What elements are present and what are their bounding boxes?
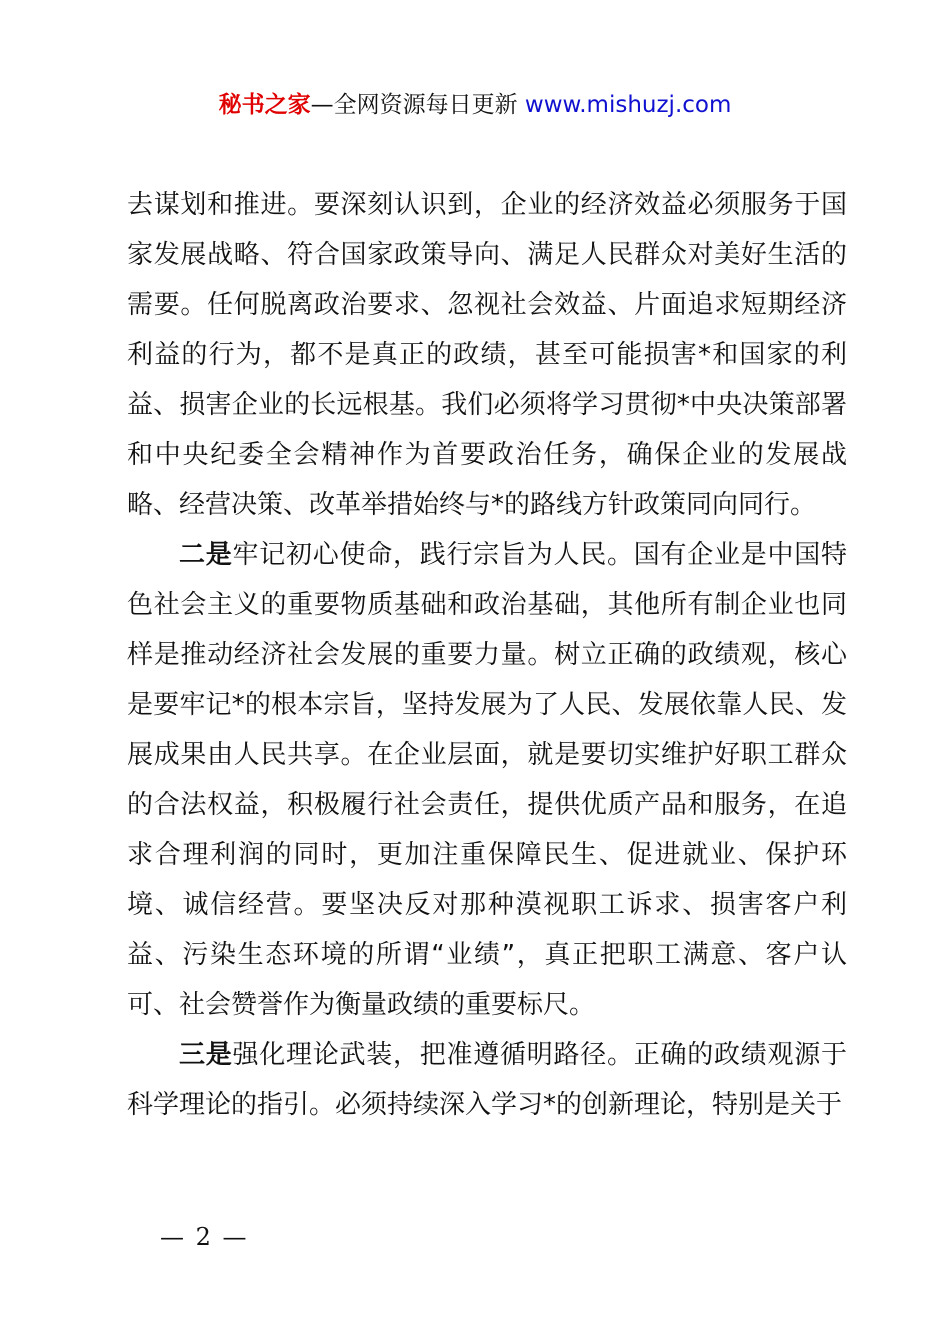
document-body [127,180,847,1130]
site-header [0,88,950,122]
page-number: — 2 — [160,1223,249,1251]
paragraph-second-point [127,530,847,1030]
paragraph-third-point [127,1030,847,1130]
brand-name: 秘书之家 [218,92,311,118]
paragraph-text: 牢记初心使命，践行宗旨为人民。国有企业是中国特色社会主义的重要物质基础和政治基础，其他所有制企业也同样是推动经济社会发展的重要力量。树立正确的政绩观，核心是要牢记*的根本宗旨，坚持发展为了人民、发展依靠人民、发展成果由人民共享。在企业层面，就是要切实维护好职工群众的合法权益，积极履行社会责任，提供优质产品和服务，在追求合理利润的同时，更加注重保障民生、促进就业、保护环境、诚信经营。要坚决反对那种漠视职工诉求、损害客户利益、污染生态环境的所谓“业绩”，真正把职工满意、客户认可、社会赞誉作为衡量政绩的重要标尺。 [127,540,847,1020]
site-url-link[interactable]: www.mishuzj.com [524,92,732,118]
header-slogan: —全网资源每日更新 [310,92,525,118]
paragraph-continuation [127,180,847,530]
paragraph-text: 强化理论武装，把准遵循明路径。正确的政绩观源于科学理论的指引。必须持续深入学习*的创新理论，特别是关于 [127,1040,847,1120]
paragraph-text: 去谋划和推进。要深刻认识到，企业的经济效益必须服务于国家发展战略、符合国家政策导向、满足人民群众对美好生活的需要。任何脱离政治要求、忽视社会效益、片面追求短期经济利益的行为，都不是真正的政绩，甚至可能损害*和国家的利益、损害企业的长远根基。我们必须将学习贯彻*中央决策部署和中央纪委全会精神作为首要政治任务，确保企业的发展战略、经营决策、改革举措始终与*的路线方针政策同向同行。 [127,190,847,520]
paragraph-lead: 三是 [179,1040,233,1070]
paragraph-lead: 二是 [179,540,233,570]
